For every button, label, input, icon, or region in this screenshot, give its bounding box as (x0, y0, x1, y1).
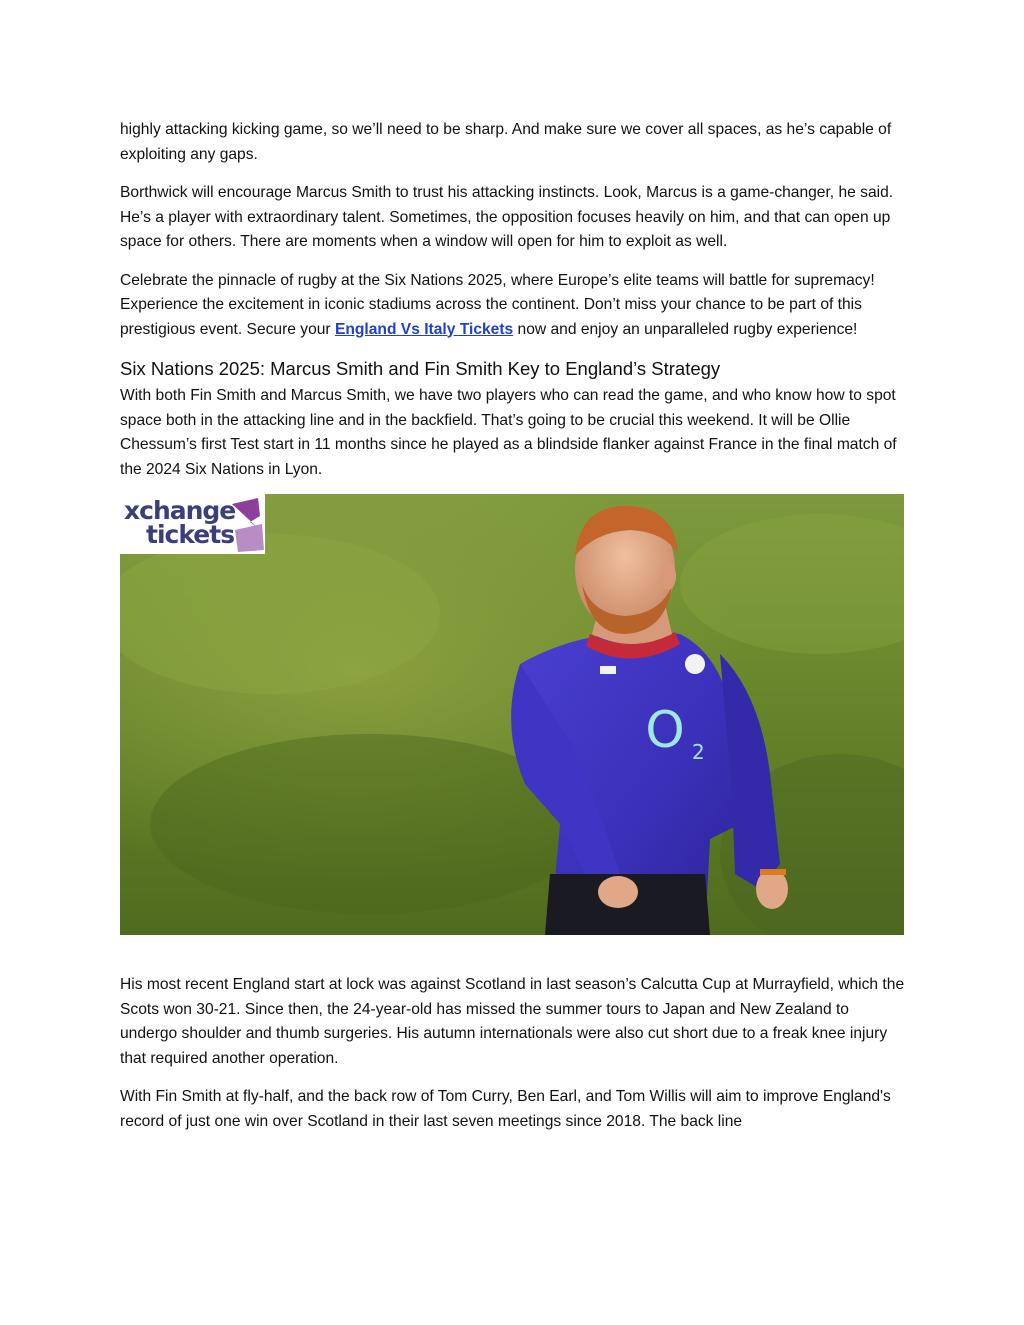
paragraph-kicking-game: highly attacking kicking game, so we’ll need to be sharp. And make sure we cover all spaces, as he’s capable of exploiting any gaps. (120, 121, 892, 163)
paragraph-borthwick: Borthwick will encourage Marcus Smith to trust his attacking instincts. Look, Marcus is a game-changer, he said. He’s a player with extraordinary talent. Sometimes, the opposition focuses heavily on him, and that can open up space for others. There are moments when a window will open for him to exploit as well. (120, 184, 894, 250)
article-body (120, 118, 910, 1148)
logo-ticket-mark (120, 494, 265, 554)
promo-text-before: Celebrate the pinnacle of rugby at the Six Nations 2025, where Europe’s elite teams will battle for supremacy! Experience the excitement in iconic stadiums across the continent. Don’t miss your chance to be part of this prestigious event. Secure your (120, 271, 875, 338)
section-heading: Six Nations 2025: Marcus Smith and Fin Smith Key to England’s Strategy (120, 358, 721, 379)
paragraph-promo (120, 269, 910, 343)
logo-line-xchange: xchange (124, 496, 236, 525)
player-photo (120, 494, 904, 935)
xchange-tickets-logo (120, 494, 265, 554)
paragraph-recent-start: His most recent England start at lock was against Scotland in last season’s Calcutta Cup at Murrayfield, which the Scots won 30-21. Since then, the 24-year-old has missed the summer tours to Japan and New Zealand to undergo shoulder and thumb surgeries. His autumn internationals were also cut short due to a freak knee injury that required another operation. (120, 976, 905, 1067)
paragraph-two-smiths: With both Fin Smith and Marcus Smith, we have two players who can read the game, and who know how to spot space both in the attacking line and in the backfield. That’s going to be crucial this weekend. It will be Ollie Chessum’s first Test start in 11 months since he played as a blindside flanker against France in the final match of the 2024 Six Nations in Lyon. (120, 387, 897, 478)
shirt-sponsor-text: O (645, 701, 685, 759)
promo-text-after: now and enjoy an unparalleled rugby experience! (513, 320, 858, 338)
england-vs-italy-tickets-link[interactable]: England Vs Italy Tickets (334, 320, 514, 338)
player-photo-image (120, 494, 904, 935)
shirt-sponsor-subscript: 2 (692, 740, 705, 764)
logo-line-tickets: tickets (146, 520, 235, 549)
paragraph-fin-smith: With Fin Smith at fly-half, and the back row of Tom Curry, Ben Earl, and Tom Willis will aim to improve England's record of just one win over Scotland in their last seven meetings since 2018. The back line (120, 1088, 891, 1130)
